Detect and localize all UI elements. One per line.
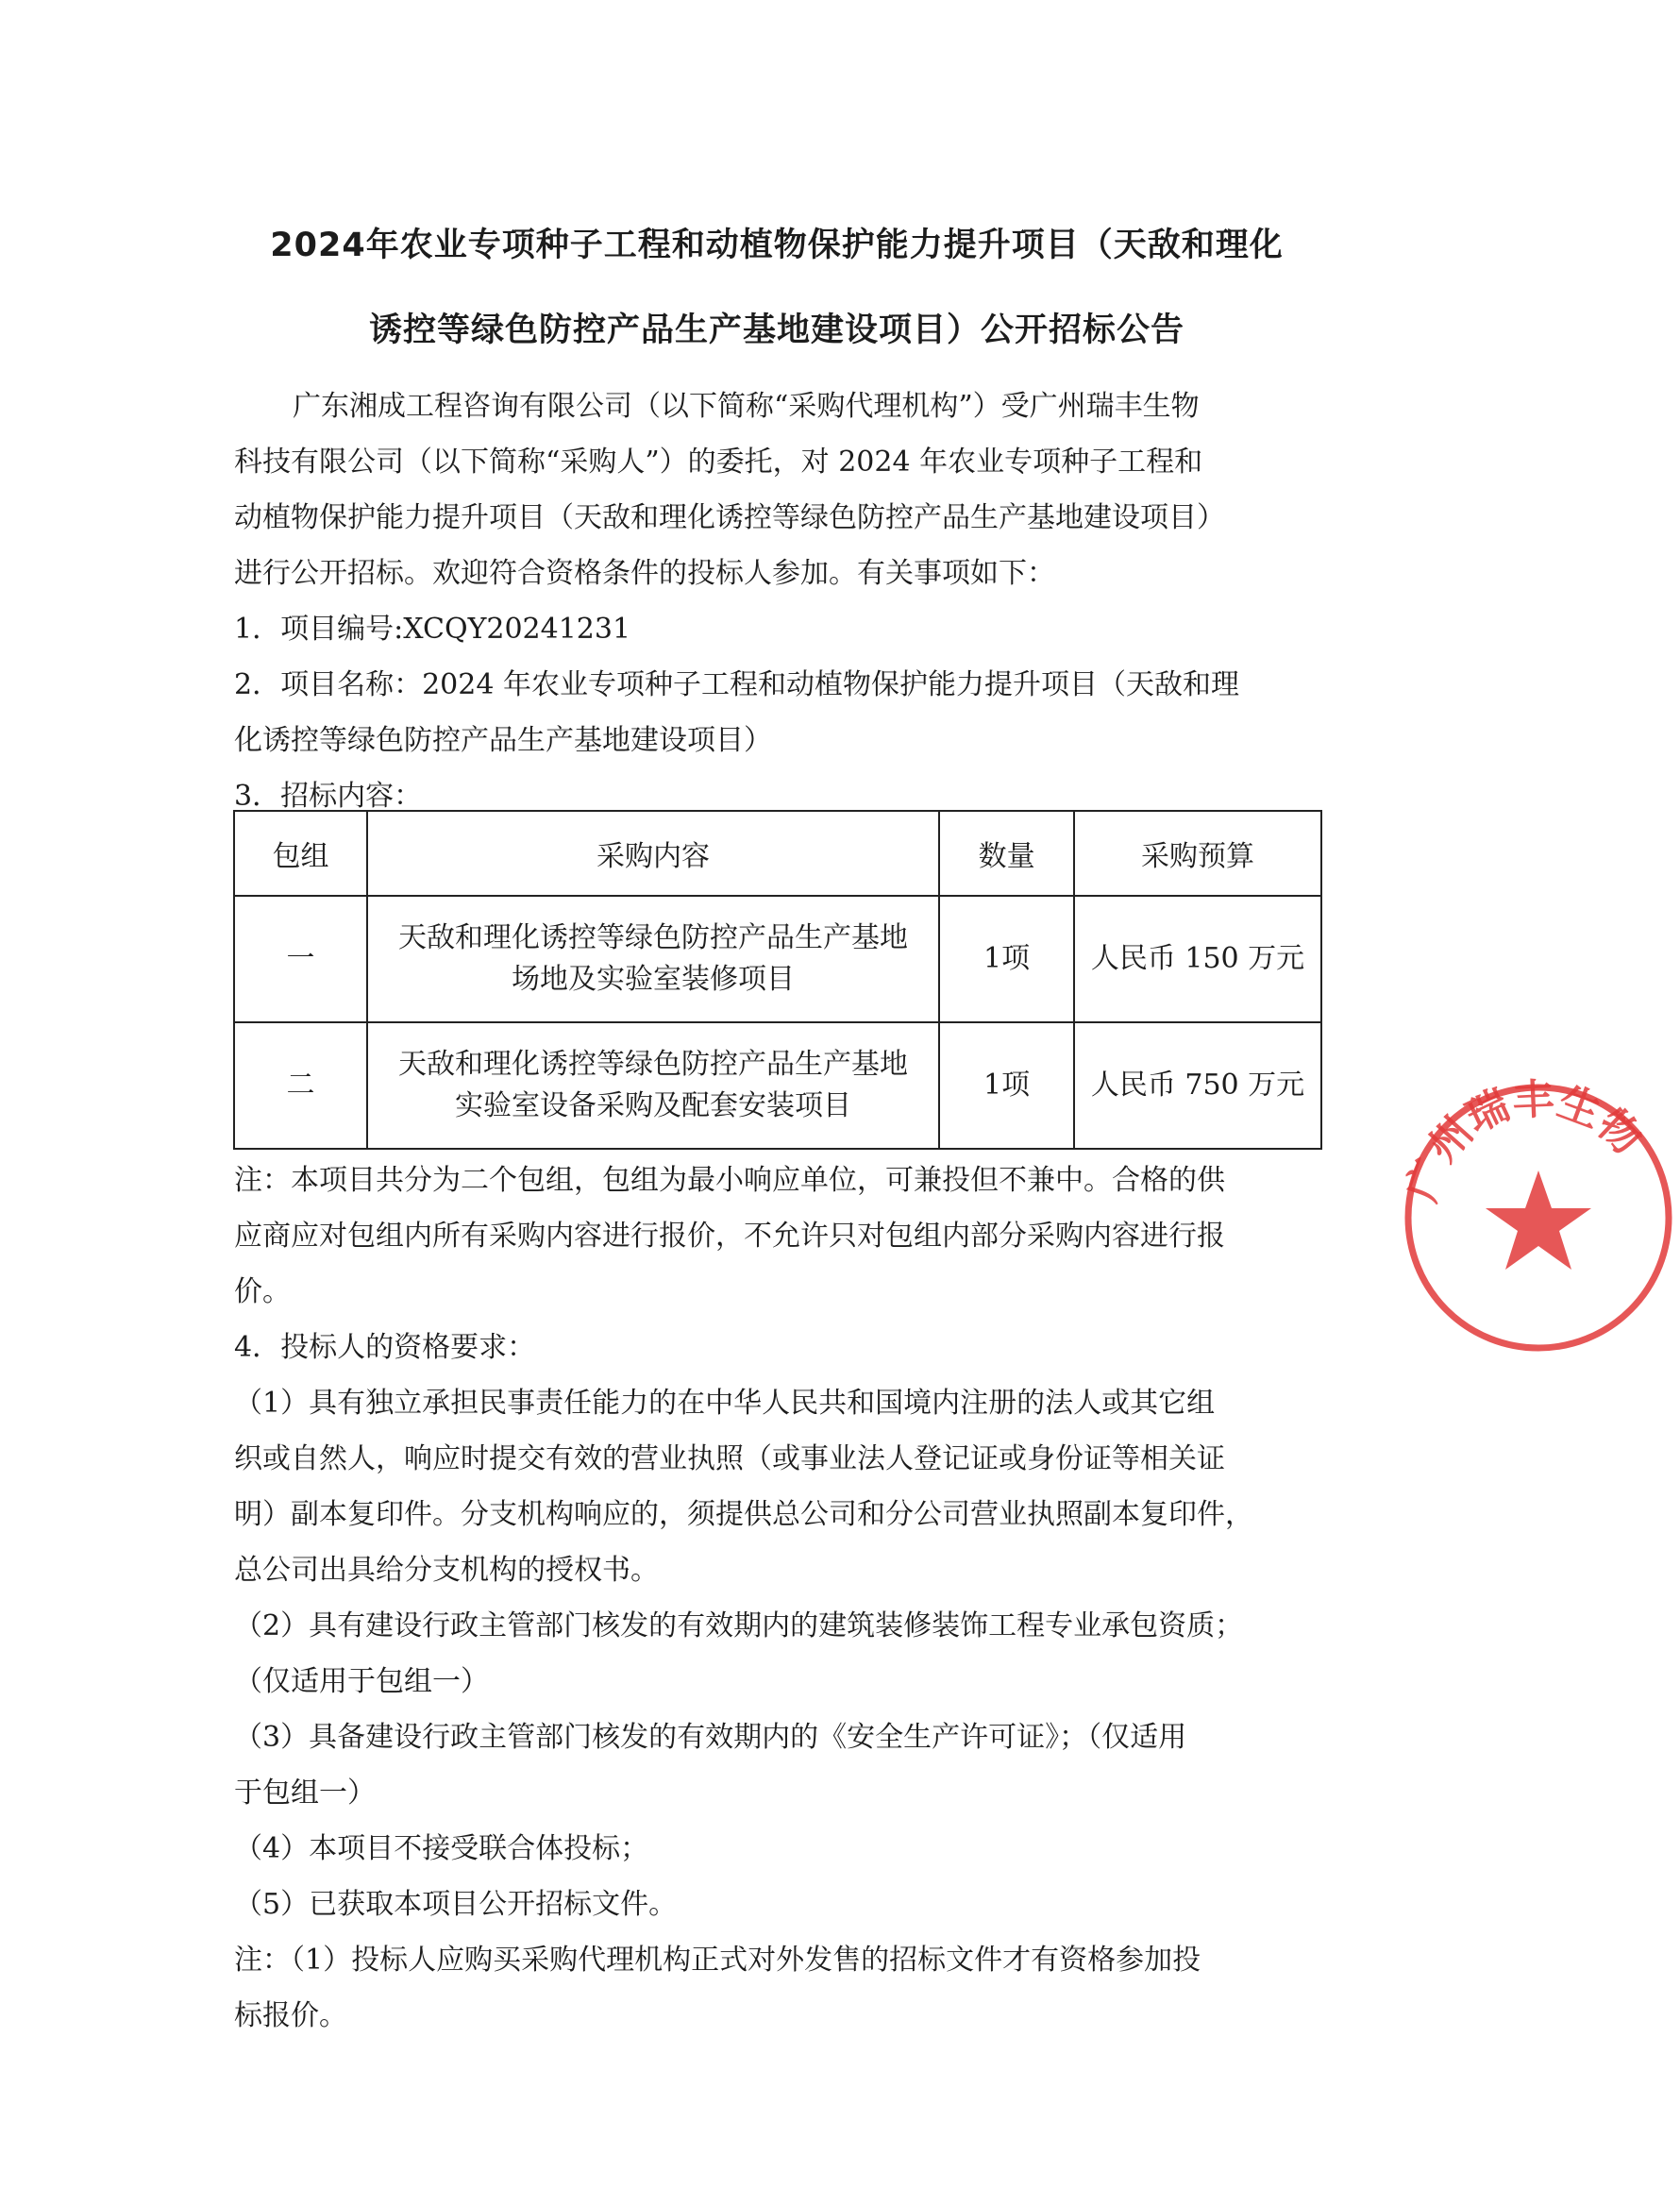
intro-line-4: 进行公开招标。欢迎符合资格条件的投标人参加。有关事项如下： [234,557,1055,590]
item-bid-content: 3．招标内容： [234,780,423,813]
req3-line-1: （3）具备建设行政主管部门核发的有效期内的《安全生产许可证》；（仅适用 [234,1721,1187,1754]
table-header-row [234,811,1321,896]
note-line-1: 注：本项目共分为二个包组，包组为最小响应单位，可兼投但不兼中。合格的供 [234,1164,1225,1197]
seal-text: 广州瑞丰生物 [1397,1076,1651,1208]
cell-content [367,896,939,1022]
req1-line-2: 织或自然人，响应时提交有效的营业执照（或事业法人登记证或身份证等相关证 [234,1442,1225,1475]
cell-content-line-1: 天敌和理化诱控等绿色防控产品生产基地 [398,921,909,954]
req1-line-1: （1）具有独立承担民事责任能力的在中华人民共和国境内注册的法人或其它组 [234,1387,1216,1420]
note-line-2: 应商应对包组内所有采购内容进行报价，不允许只对包组内部分采购内容进行报 [234,1220,1225,1253]
title-line-2: 诱控等绿色防控产品生产基地建设项目）公开招标公告 [368,312,1184,349]
item-project-number: 1．项目编号:XCQY20241231 [234,613,631,646]
req1-line-4: 总公司出具给分支机构的授权书。 [234,1554,659,1587]
item-qualifications: 4．投标人的资格要求： [234,1331,536,1364]
item-project-name-line-2: 化诱控等绿色防控产品生产基地建设项目） [234,724,772,757]
title-line-1: 2024年农业专项种子工程和动植物保护能力提升项目（天敌和理化 [270,227,1284,264]
cell-quantity: 1项 [939,1022,1074,1149]
cell-quantity: 1项 [939,896,1074,1022]
cell-group: 二 [234,1022,367,1149]
req5: （5）已获取本项目公开招标文件。 [234,1888,678,1921]
item-project-name-line-1: 2．项目名称：2024 年农业专项种子工程和动植物保护能力提升项目（天敌和理 [234,668,1239,701]
req3-line-2: 于包组一） [234,1777,376,1810]
cell-content-line-2: 场地及实验室装修项目 [512,963,796,996]
company-seal-stamp [1397,1076,1680,1359]
cell-group: 一 [234,896,367,1022]
cell-budget: 人民币 150 万元 [1074,896,1321,1022]
header-content: 采购内容 [367,811,939,896]
req2-line-2: （仅适用于包组一） [234,1665,489,1698]
req4: （4）本项目不接受联合体投标； [234,1832,649,1865]
cell-budget: 人民币 750 万元 [1074,1022,1321,1149]
req1-line-3: 明）副本复印件。分支机构响应的，须提供总公司和分公司营业执照副本复印件， [234,1498,1253,1531]
header-group: 包组 [234,811,367,896]
note2-line-1: 注：（1）投标人应购买采购代理机构正式对外发售的招标文件才有资格参加投 [234,1944,1201,1977]
cell-content-line-2: 实验室设备采购及配套安装项目 [455,1089,852,1122]
note-line-3: 价。 [234,1275,291,1308]
header-budget: 采购预算 [1074,811,1321,896]
seal-star-icon [1486,1170,1591,1270]
cell-content [367,1022,939,1149]
req2-line-1: （2）具有建设行政主管部门核发的有效期内的建筑装修装饰工程专业承包资质； [234,1609,1244,1642]
note2-line-2: 标报价。 [234,1999,347,2032]
intro-line-2: 科技有限公司（以下简称“采购人”）的委托，对 2024 年农业专项种子工程和 [234,446,1203,479]
table-row [234,1022,1321,1149]
table-row [234,896,1321,1022]
intro-line-3: 动植物保护能力提升项目（天敌和理化诱控等绿色防控产品生产基地建设项目） [234,501,1225,534]
cell-content-line-1: 天敌和理化诱控等绿色防控产品生产基地 [398,1048,909,1081]
bid-content-table [233,810,1322,1150]
header-quantity: 数量 [939,811,1074,896]
intro-line-1: 广东湘成工程咨询有限公司（以下简称“采购代理机构”）受广州瑞丰生物 [293,390,1200,423]
